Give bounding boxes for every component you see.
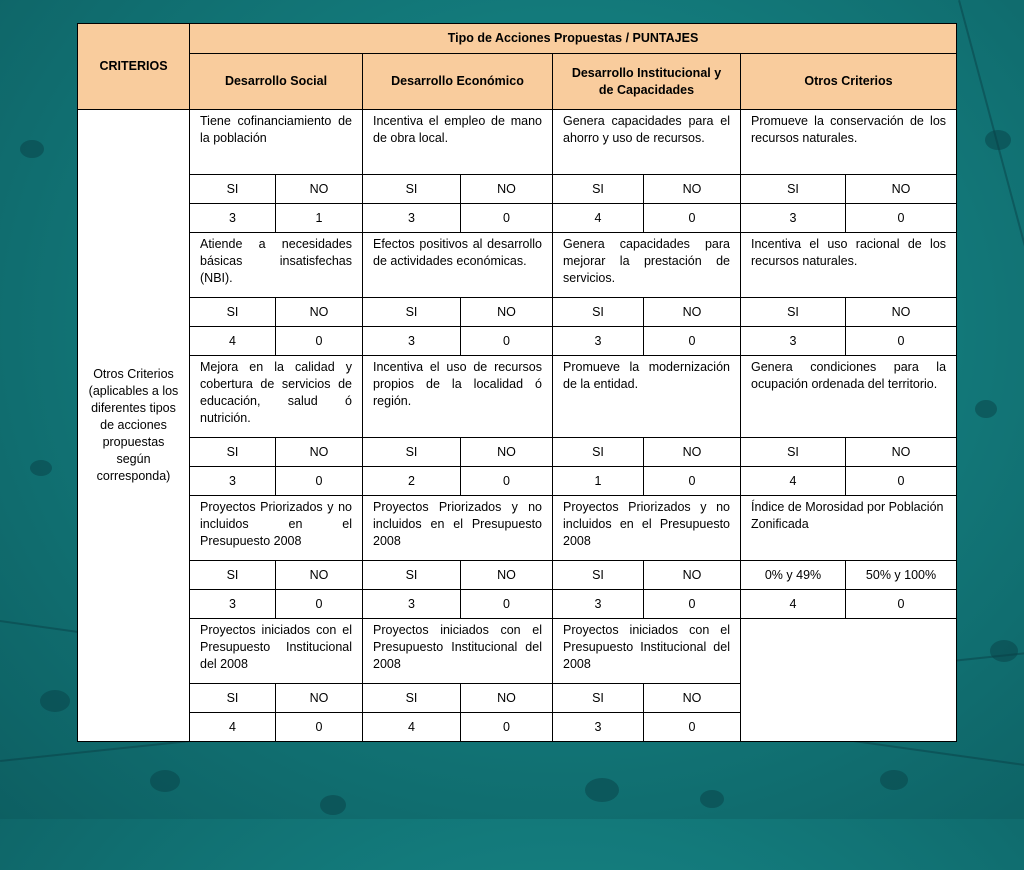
option-cell: NO [461,561,553,590]
score-cell: 3 [741,204,846,233]
option-cell: NO [276,684,363,713]
score-cell: 3 [363,590,461,619]
score-cell: 3 [553,590,644,619]
criterion-description: Atiende a necesidades básicas insatisfechas (NBI). [190,233,363,298]
score-cell: 0 [846,467,957,496]
criterion-description: Promueve la conservación de los recursos naturales. [741,110,957,175]
option-cell: NO [276,561,363,590]
score-cell: 0 [644,327,741,356]
criterion-description: Genera capacidades para el ahorro y uso de recursos. [553,110,741,175]
criterion-description: Proyectos Priorizados y no incluidos en el Presupuesto 2008 [553,496,741,561]
option-cell: NO [846,438,957,467]
score-cell: 3 [363,327,461,356]
criterion-description: Proyectos iniciados con el Presupuesto Institucional del 2008 [190,619,363,684]
criterion-description: Incentiva el uso racional de los recursos naturales. [741,233,957,298]
option-cell: NO [276,175,363,204]
criterion-description: Genera condiciones para la ocupación ordenada del territorio. [741,356,957,438]
option-cell: NO [461,175,553,204]
score-cell: 0 [276,467,363,496]
option-cell: SI [190,684,276,713]
option-cell: SI [363,561,461,590]
criterion-description: Mejora en la calidad y cobertura de servicios de educación, salud ó nutrición. [190,356,363,438]
option-cell: SI [363,684,461,713]
option-cell: SI [363,298,461,327]
score-cell: 0 [644,204,741,233]
category-header-economico: Desarrollo Económico [363,54,553,110]
score-cell: 2 [363,467,461,496]
score-cell: 0 [461,204,553,233]
option-cell: SI [741,438,846,467]
option-cell: NO [644,438,741,467]
score-cell: 3 [553,713,644,742]
score-cell: 0 [276,590,363,619]
option-cell: NO [644,684,741,713]
score-cell: 0 [461,590,553,619]
tipo-acciones-header: Tipo de Acciones Propuestas / PUNTAJES [190,24,957,54]
criterion-description: Índice de Morosidad por Población Zonificada [741,496,957,561]
criterion-description: Proyectos iniciados con el Presupuesto Institucional del 2008 [363,619,553,684]
score-cell: 4 [741,467,846,496]
score-cell: 0 [846,327,957,356]
score-cell: 1 [553,467,644,496]
criterion-description: Proyectos Priorizados y no incluidos en el Presupuesto 2008 [190,496,363,561]
score-cell: 0 [461,327,553,356]
category-header-otros: Otros Criterios [741,54,957,110]
criterion-description: Efectos positivos al desarrollo de actividades económicas. [363,233,553,298]
score-cell: 0 [644,467,741,496]
score-cell: 4 [363,713,461,742]
empty-cell [741,619,957,742]
score-cell: 3 [363,204,461,233]
option-cell: SI [190,298,276,327]
option-cell: SI [553,684,644,713]
score-cell: 0 [276,327,363,356]
option-cell: SI [363,175,461,204]
option-cell: SI [553,298,644,327]
option-cell: SI [190,175,276,204]
option-cell: NO [276,298,363,327]
score-cell: 0 [846,204,957,233]
option-cell: NO [461,684,553,713]
criterion-description: Promueve la modernización de la entidad. [553,356,741,438]
score-cell: 0 [461,713,553,742]
option-cell: SI [363,438,461,467]
option-cell: SI [553,561,644,590]
score-cell: 4 [190,713,276,742]
criterion-description: Incentiva el uso de recursos propios de la localidad ó región. [363,356,553,438]
option-cell: SI [553,175,644,204]
score-cell: 3 [741,327,846,356]
option-cell: NO [644,175,741,204]
criterios-header: CRITERIOS [78,24,190,110]
option-cell: SI [190,438,276,467]
score-cell: 3 [190,467,276,496]
criterion-description: Tiene cofinanciamiento de la población [190,110,363,175]
category-header-institucional: Desarrollo Institucional y de Capacidades [553,54,741,110]
option-cell: NO [846,298,957,327]
option-cell: NO [846,175,957,204]
option-cell: NO [644,298,741,327]
criterion-description: Proyectos iniciados con el Presupuesto Institucional del 2008 [553,619,741,684]
option-cell: SI [741,298,846,327]
score-cell: 4 [190,327,276,356]
option-cell: NO [276,438,363,467]
option-cell: NO [461,298,553,327]
criterion-description: Incentiva el empleo de mano de obra local. [363,110,553,175]
score-cell: 4 [741,590,846,619]
option-cell: 0% y 49% [741,561,846,590]
option-cell: SI [553,438,644,467]
criterion-description: Proyectos Priorizados y no incluidos en el Presupuesto 2008 [363,496,553,561]
score-cell: 0 [644,713,741,742]
score-cell: 0 [644,590,741,619]
score-cell: 3 [190,204,276,233]
score-cell: 0 [846,590,957,619]
option-cell: NO [644,561,741,590]
score-cell: 3 [553,327,644,356]
criterion-description: Genera capacidades para mejorar la prestación de servicios. [553,233,741,298]
option-cell: SI [741,175,846,204]
option-cell: SI [190,561,276,590]
category-header-social: Desarrollo Social [190,54,363,110]
option-cell: NO [461,438,553,467]
otros-criterios-label: Otros Criterios (aplicables a los diferentes tipos de acciones propuestas según corresponda) [78,110,190,742]
score-cell: 4 [553,204,644,233]
score-cell: 1 [276,204,363,233]
option-cell: 50% y 100% [846,561,957,590]
criteria-table [77,23,957,742]
score-cell: 3 [190,590,276,619]
score-cell: 0 [276,713,363,742]
score-cell: 0 [461,467,553,496]
